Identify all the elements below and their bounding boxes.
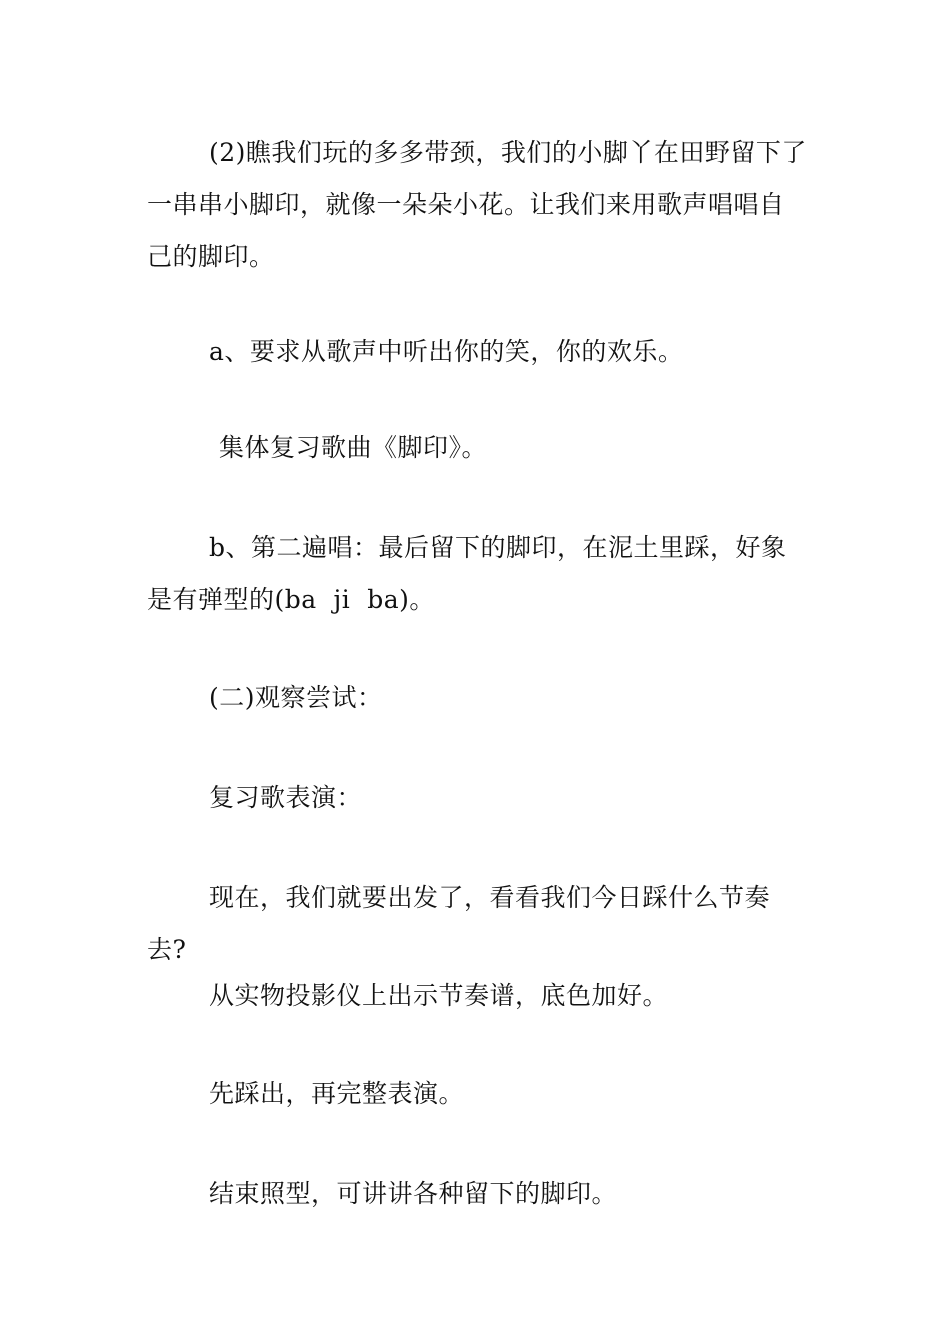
paragraph-group-review: 集体复习歌曲《脚印》。 [219,433,488,462]
paragraph-review-performance: 复习歌表演： [209,783,363,812]
paragraph-depart-rhythm: 现在，我们就要出发了，看看我们今日踩什么节奏去? [147,883,771,964]
paragraph-footprint-song-intro: (2)瞧我们玩的多多带颈，我们的小脚丫在田野留下了一串串小脚印，就像一朵朵小花。让我们来用歌声唱唱自己的脚印。 [147,138,807,271]
paragraph-step-a: a、要求从歌声中听出你的笑，你的欢乐。 [209,337,684,366]
paragraph-step-b: b、第二遍唱：最后留下的脚印，在泥土里踩，好象是有弹型的(ba ji ba)。 [147,533,787,614]
paragraph-step-then-perform: 先踩出，再完整表演。 [209,1079,465,1108]
section-heading-observe-try: (二)观察尝试： [209,683,383,712]
paragraph-ending-pose: 结束照型，可讲讲各种留下的脚印。 [209,1179,618,1208]
paragraph-projector-score: 从实物投影仪上出示节奏谱，底色加好。 [209,981,669,1010]
